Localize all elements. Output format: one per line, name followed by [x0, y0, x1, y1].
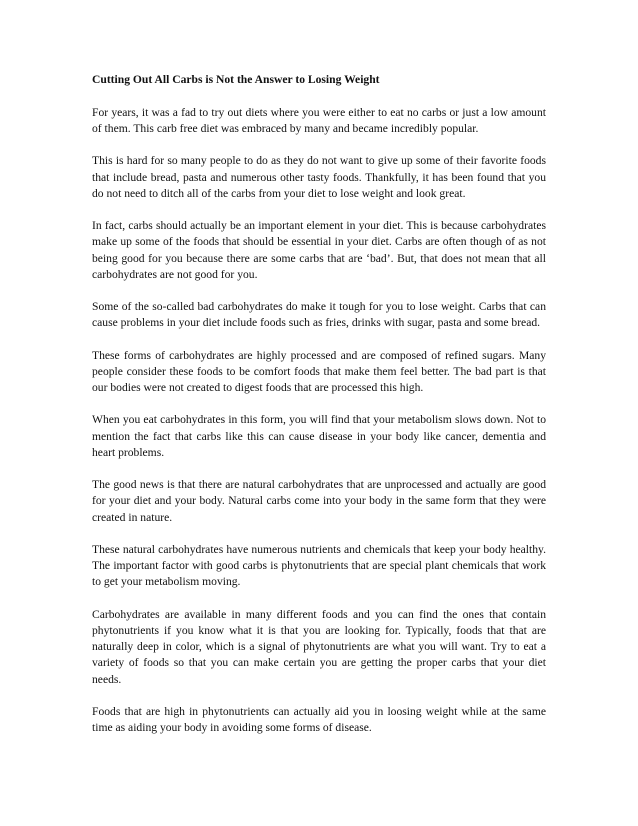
paragraph: Carbohydrates are available in many different foods and you can find the ones that contain phytonutrients if you know what it is that you are looking for. Typically, foods that that are naturally deep in color, which is a signal of phytonutrients are what you will want. Try to eat a variety of foods so that you can make certain you are getting the proper carbs that your diet needs.: [92, 607, 546, 686]
paragraph: The good news is that there are natural carbohydrates that are unprocessed and actually are good for your diet and your body. Natural carbs come into your body in the same form that they were created in nature.: [92, 478, 546, 524]
paragraph: These forms of carbohydrates are highly processed and are composed of refined sugars. Many people consider these foods to be comfort foods that make them feel better. The bad part is that our bodies were not created to digest foods that are processed this high.: [92, 348, 546, 395]
paragraph: For years, it was a fad to try out diets where you were either to eat no carbs or just a low amount of them. This carb free diet was embraced by many and became incredibly popular.: [92, 105, 546, 135]
paragraph: These natural carbohydrates have numerous nutrients and chemicals that keep your body healthy. The important factor with good carbs is phytonutrients that are special plant chemicals that work to get your metabolism moving.: [92, 543, 546, 589]
paragraph: Some of the so-called bad carbohydrates do make it tough for you to lose weight. Carbs that can cause problems in your diet include foods such as fries, drinks with sugar, pasta and some bread.: [92, 300, 546, 330]
paragraph: This is hard for so many people to do as they do not want to give up some of their favorite foods that include bread, pasta and numerous other tasty foods. Thankfully, it has been found that you do not need to ditch all of the carbs from your diet to lose weight and look great.: [92, 154, 546, 200]
paragraph: When you eat carbohydrates in this form, you will find that your metabolism slows down. Not to mention the fact that carbs like this can cause disease in your body like cancer, dementia and heart problems.: [92, 413, 546, 459]
document-title: Cutting Out All Carbs is Not the Answer to Losing Weight: [92, 73, 380, 86]
paragraph: In fact, carbs should actually be an important element in your diet. This is because carbohydrates make up some of the foods that should be essential in your diet. Carbs are often though of as not being good for you because there are some carbs that are ‘bad’. But, that does not mean that all carbohydrates are not good for you.: [92, 219, 546, 281]
paragraph: Foods that are high in phytonutrients can actually aid you in loosing weight while at the same time as aiding your body in avoiding some forms of disease.: [92, 705, 546, 735]
document-page: [92, 72, 546, 736]
